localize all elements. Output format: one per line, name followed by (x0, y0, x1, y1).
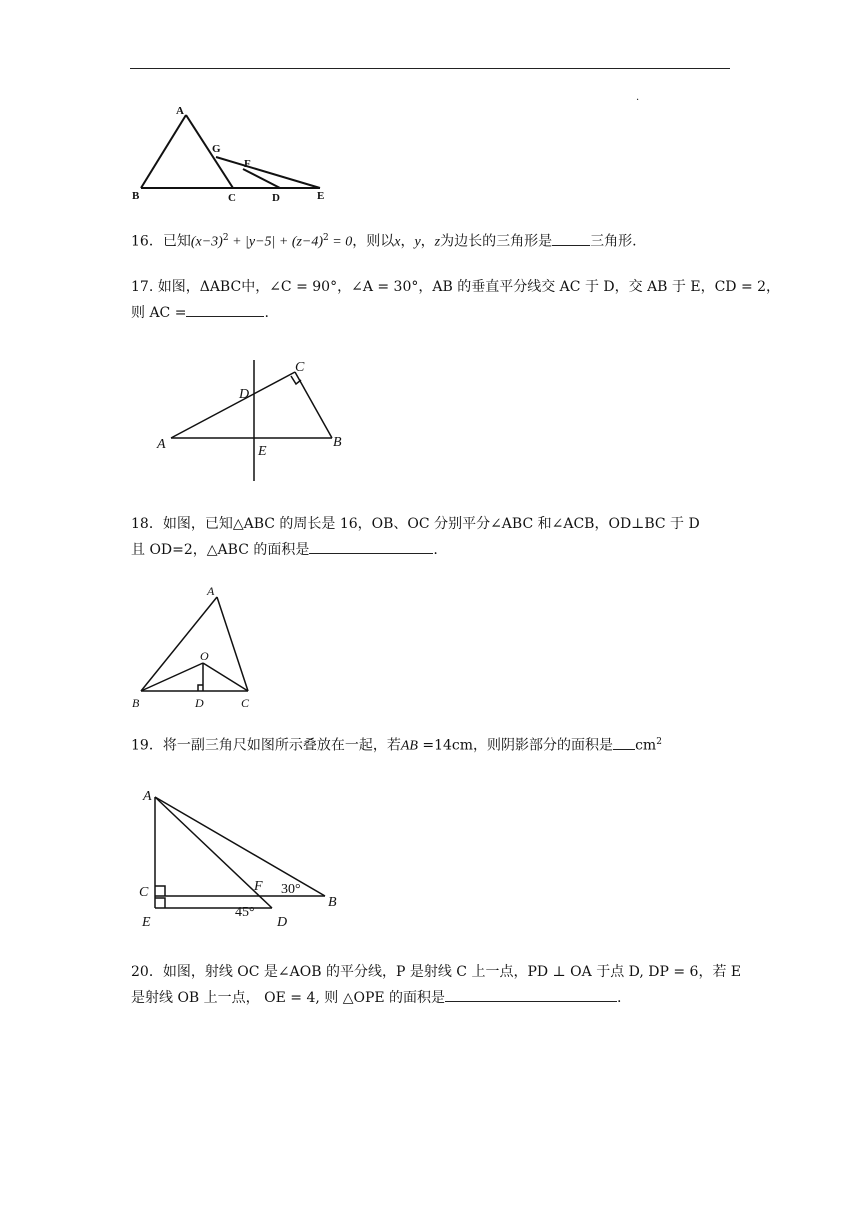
label-b: B (132, 696, 140, 710)
q20-line1: 20．如图，射线 OC 是∠AOB 的平分线，P 是射线 C 上一点，PD ⊥ OA 于点 D, DP = 6，若 E (131, 964, 742, 980)
question-19 (131, 729, 731, 760)
answer-blank[interactable] (445, 987, 617, 1002)
answer-blank[interactable] (309, 539, 433, 554)
q19-mid: =14cm，则阴影部分的面积是 (417, 737, 614, 754)
label-c: C (295, 360, 305, 375)
figure-15 (130, 100, 340, 205)
label-c: C (139, 885, 149, 900)
answer-blank[interactable] (613, 735, 635, 750)
q16-z: z (434, 234, 441, 250)
label-a: A (176, 105, 184, 117)
q18-line2-post: . (433, 542, 438, 558)
label-g: G (212, 143, 221, 155)
question-16 (131, 225, 731, 256)
label-e: E (258, 444, 267, 459)
label-d: D (195, 696, 204, 710)
q16-mid: ，则以 (352, 233, 395, 250)
q19-sup: 2 (656, 737, 662, 747)
q16-expr2: + |y−5| + (z−4) (228, 234, 324, 250)
q16-x: x (394, 234, 401, 250)
q17-line2 (131, 300, 731, 326)
figure-17 (150, 355, 370, 485)
label-d: D (272, 192, 280, 204)
label-e: E (142, 915, 151, 930)
header-rule (130, 68, 730, 69)
label-b: B (333, 435, 342, 450)
q20-line2-post: . (617, 990, 622, 1006)
label-e: E (317, 190, 325, 202)
q16-sep1: ， (400, 233, 415, 250)
q16-y: y (414, 234, 421, 250)
label-d: D (239, 387, 250, 402)
label-c: C (228, 192, 236, 204)
q18-line2-pre: 且 OD=2，△ABC 的面积是 (131, 542, 310, 558)
q16-tail: 三角形. (590, 233, 637, 250)
label-d: D (277, 915, 288, 930)
label-o: O (200, 649, 209, 663)
q20-line2 (131, 985, 731, 1011)
q17-line2-post: . (264, 305, 269, 321)
question-17 (131, 274, 781, 326)
label-b: B (328, 895, 337, 910)
label-c: C (241, 696, 250, 710)
answer-blank[interactable] (552, 231, 590, 246)
q19-unit: cm (635, 737, 657, 754)
q16-pre: 已知 (162, 233, 191, 250)
q17-line1: 17. 如图，ΔABC中，∠C = 90°，∠A = 30°，AB 的垂直平分线交 AC 于 D，交 AB 于 E，CD = 2， (131, 279, 781, 295)
q16-post: 为边长的三角形是 (440, 233, 553, 250)
q16-sep2: ， (420, 233, 435, 250)
q16-expr3: = 0 (328, 234, 353, 250)
angle-45-label: 45° (235, 905, 255, 920)
label-a: A (207, 584, 215, 598)
question-18 (131, 511, 731, 563)
question-20 (131, 959, 742, 1011)
q18-line1: 18．如图，已知△ABC 的周长是 16，OB、OC 分别平分∠ABC 和∠ACB，OD⊥BC 于 D (131, 516, 700, 532)
label-f: F (254, 879, 263, 894)
label-a: A (157, 437, 166, 452)
q20-line2-pre: 是射线 OB 上一点， OE = 4, 则 △OPE 的面积是 (131, 990, 446, 1006)
q16-sup1: 2 (222, 233, 229, 243)
label-a: A (143, 789, 152, 804)
q19-pre: 19．将一副三角尺如图所示叠放在一起，若 (131, 737, 401, 754)
q16-expr1: (x−3) (190, 234, 223, 250)
figure-18 (130, 585, 260, 710)
q18-line2 (131, 537, 731, 563)
q17-line2-pre: 则 AC = (131, 305, 187, 321)
q16-sup2: 2 (323, 233, 329, 243)
label-f: F (244, 158, 251, 170)
header-dot: . (636, 92, 640, 103)
question-number: 16． (131, 233, 163, 250)
label-b: B (132, 190, 140, 202)
q19-ab: AB (400, 738, 418, 754)
angle-30-label: 30° (281, 882, 301, 897)
answer-blank[interactable] (186, 302, 264, 317)
figure-19 (135, 780, 350, 930)
